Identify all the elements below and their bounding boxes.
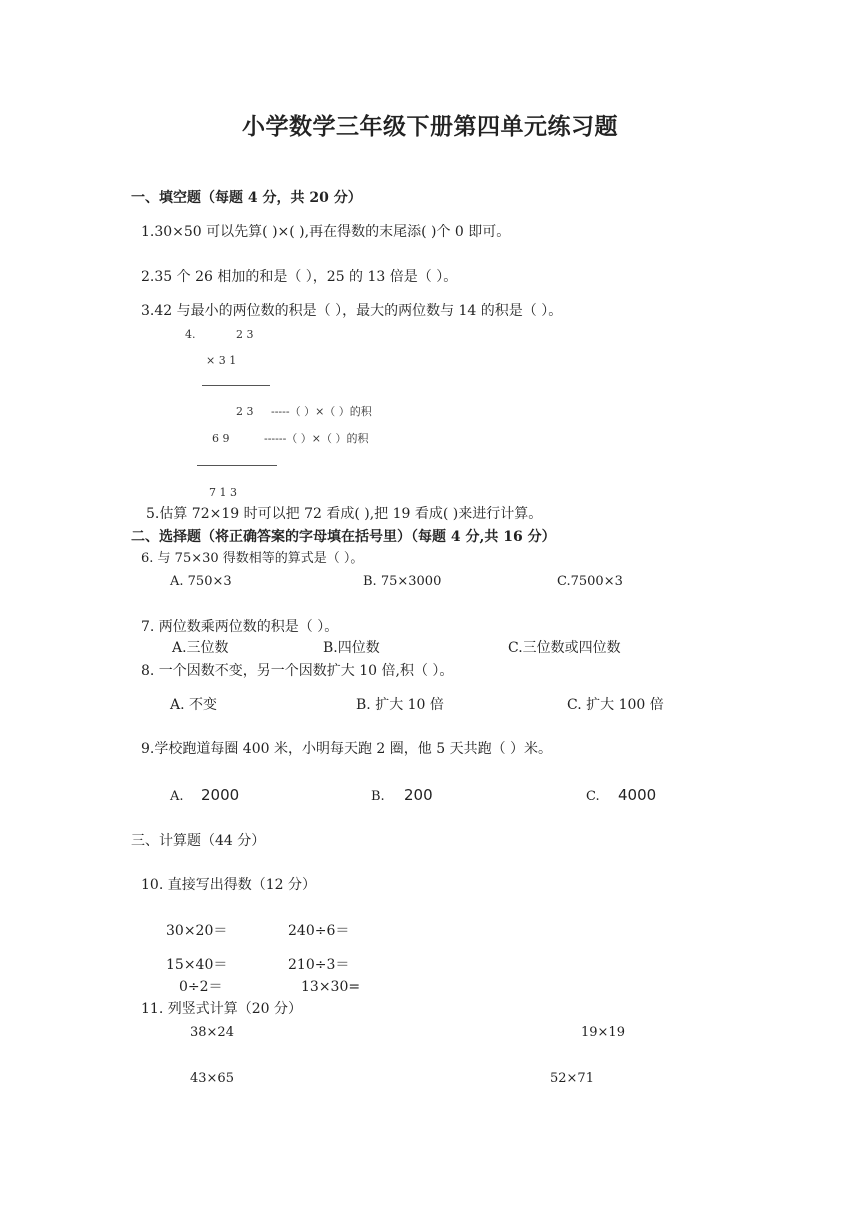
question-4-row2: × 3 1: [206, 354, 237, 367]
question-9-option-a-value: 2000: [201, 786, 240, 804]
question-4-row1: 2 3: [236, 328, 254, 341]
q10-item-1: 30×20＝: [166, 923, 228, 939]
question-4-line-1: [202, 385, 270, 386]
question-1: 1.30×50 可以先算( )×( ),再在得数的末尾添( )个 0 即可。: [141, 224, 511, 240]
page-title: 小学数学三年级下册第四单元练习题: [242, 114, 618, 140]
question-4-result: 7 1 3: [209, 486, 237, 499]
question-8-option-c: C. 扩大 100 倍: [567, 697, 664, 713]
question-8-option-b: B. 扩大 10 倍: [356, 697, 444, 713]
question-5: 5.估算 72×19 时可以把 72 看成( ),把 19 看成( )来进行计算。: [146, 506, 543, 522]
q10-item-4: 210÷3＝: [288, 957, 350, 973]
question-11: 11. 列竖式计算（20 分）: [141, 1001, 302, 1017]
question-6-option-c: C.7500×3: [557, 574, 623, 589]
question-7-option-b: B.四位数: [323, 640, 380, 656]
q10-item-6: 13×30=: [301, 979, 361, 995]
question-6-option-b: B. 75×3000: [363, 574, 442, 589]
question-9-option-c-value: 4000: [618, 786, 657, 804]
q11-item-2: 19×19: [581, 1025, 625, 1040]
question-7-option-a: A.三位数: [172, 640, 229, 656]
question-8-option-a: A. 不变: [170, 697, 218, 713]
question-4-partial2-digits: 6 9: [212, 432, 230, 445]
question-9-option-a-label: A.: [170, 789, 184, 804]
question-9: 9.学校跑道每圈 400 米，小明每天跑 2 圈，他 5 天共跑（ ）米。: [141, 741, 553, 757]
question-4-line-2: [197, 465, 277, 466]
q11-item-1: 38×24: [190, 1025, 234, 1040]
question-7: 7. 两位数乘两位数的积是（ ）。: [141, 619, 339, 635]
section2-heading: 二、选择题（将正确答案的字母填在括号里）（每题 4 分,共 16 分）: [131, 529, 556, 545]
q10-item-2: 240÷6＝: [288, 923, 350, 939]
question-4-partial2-text: ------（ ）×（ ）的积: [264, 432, 369, 445]
question-9-option-b-value: 200: [404, 786, 433, 804]
question-4-number: 4.: [185, 328, 196, 341]
q10-item-5: 0÷2＝: [179, 979, 223, 995]
question-9-option-b-label: B.: [371, 789, 385, 804]
section3-heading: 三、计算题（44 分）: [131, 833, 266, 849]
question-10: 10. 直接写出得数（12 分）: [141, 877, 316, 893]
question-7-option-c: C.三位数或四位数: [508, 640, 621, 656]
question-9-option-c-label: C.: [586, 789, 600, 804]
question-6-option-a: A. 750×3: [170, 574, 232, 589]
question-3: 3.42 与最小的两位数的积是（ ），最大的两位数与 14 的积是（ ）。: [141, 303, 563, 319]
section1-heading: 一、填空题（每题 4 分，共 20 分）: [131, 190, 362, 206]
question-2: 2.35 个 26 相加的和是（ ），25 的 13 倍是（ ）。: [141, 269, 458, 285]
question-4-partial1-digits: 2 3: [236, 405, 254, 418]
question-4-partial1-text: -----（ ）×（ ）的积: [271, 405, 372, 418]
question-6: 6. 与 75×30 得数相等的算式是（ ）。: [141, 551, 364, 566]
q11-item-3: 43×65: [190, 1071, 234, 1086]
q11-item-4: 52×71: [550, 1071, 594, 1086]
q10-item-3: 15×40＝: [166, 957, 228, 973]
question-8: 8. 一个因数不变，另一个因数扩大 10 倍,积（ ）。: [141, 663, 454, 679]
